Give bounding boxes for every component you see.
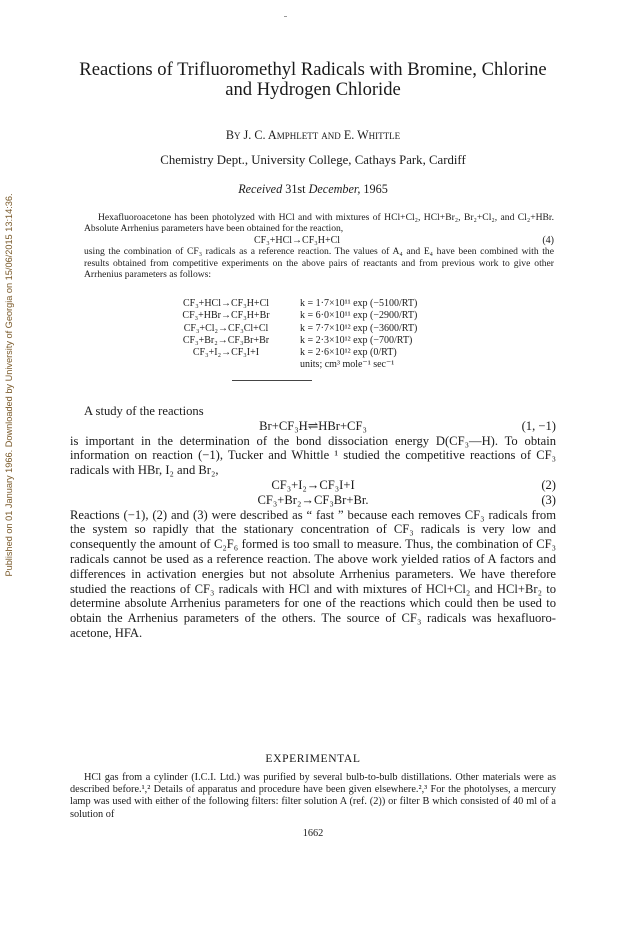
rate-reaction: CF₃+Cl₂→CF₃Cl+Cl	[183, 322, 269, 334]
equation-spacer	[70, 478, 120, 493]
rate-reaction: CF₃+Br₂→CF₃Br+Br	[182, 334, 270, 346]
equation-4-number: (4)	[542, 234, 554, 246]
rate-row	[156, 347, 486, 359]
equation-3-number: (3)	[541, 492, 556, 507]
title-line-1: Reactions of Trifluoromethyl Radicals with Bromine, Chlorine	[79, 59, 547, 80]
affiliation: Chemistry Dept., University College, Cathays Park, Cardiff	[160, 153, 466, 167]
received-date	[70, 182, 556, 197]
scan-speck	[284, 16, 287, 17]
page-number: 1662	[302, 828, 324, 839]
intro-paragraph-1: is important in the determination of the bond dissociation energy D(CF₃—H). To obtain information on reaction (−1), Tucker and Whittle ¹ studied the competitive reactions of CF₃ radicals with HBr, I₂ and Br₂,	[70, 433, 556, 478]
rate-constant: k = 2·6×10¹² exp (0/RT)	[300, 347, 397, 359]
equation-3-text: CF₃+Br₂→CF₃Br+Br.	[257, 492, 369, 507]
author-whittle: E. Whittle	[343, 128, 401, 142]
rate-constant: k = 6·0×10¹¹ exp (−2900/RT)	[300, 310, 418, 322]
download-watermark	[2, 170, 16, 600]
rate-constant: k = 2·3×10¹² exp (−700/RT)	[300, 334, 413, 346]
equation-1	[70, 419, 556, 434]
equation-1-text: Br+CF₃H⇌HBr+CF₃	[259, 418, 367, 433]
rate-constant: k = 7·7×10¹² exp (−3600/RT)	[300, 322, 418, 334]
introduction	[70, 404, 556, 641]
intro-paragraph-2: Reactions (−1), (2) and (3) were described as “ fast ” because each removes CF₃ radicals from the system so rapidly that the stationary concentration of CF₃ radicals is very low and consequently the amount of C₂F₆ formed is too small to measure. Thus, the combination of CF₃ radicals cannot be used as a reference reaction. The above work yielded ratios of A factors and differences in activation energies but not absolute Arrhenius parameters. We have therefore studied the reactions of CF₃ radicals with HCl and with mixtures of HCl+Cl₂ and HCl+Br₂ to determine absolute Arrhenius parameters for one of the reactions which could then be used to obtain the Arrhenius parameters of the others. The source of CF₃ radicals was hexafluoro-acetone, HFA.	[70, 507, 556, 640]
rate-reaction: CF₃+I₂→CF₃I+I	[192, 347, 260, 359]
received-day: 31st	[285, 182, 306, 196]
received-year: 1965	[363, 182, 388, 196]
author-amphlett: J. C. Amphlett	[243, 128, 319, 142]
equation-2	[70, 478, 556, 493]
equation-2-text: CF₃+I₂→CF₃I+I	[271, 477, 355, 492]
rate-reaction: CF₃+HBr→CF₃H+Br	[182, 310, 270, 322]
received-label: Received	[238, 182, 283, 196]
abstract-paragraph-2: using the combination of CF₃ radicals as a reference reaction. The values of A₄ and E₄ have been combined with the results obtained from competitive experiments on the above pairs of reactants and from previous work to give other Arrhenius parameters as follows:	[84, 246, 554, 281]
abstract-divider	[232, 380, 312, 381]
section-heading-experimental: EXPERIMENTAL	[265, 752, 361, 765]
equation-spacer	[70, 493, 120, 508]
rate-row	[156, 323, 486, 335]
equation-1-number: (1, −1)	[521, 418, 556, 433]
equation-spacer	[70, 419, 120, 434]
title-line-2: and Hydrogen Chloride	[225, 79, 401, 100]
article-title	[70, 60, 556, 100]
rate-units: units; cm³ mole⁻¹ sec⁻¹	[300, 359, 395, 371]
equation-4: CF₃+HCl→CF₃H+Cl	[254, 234, 341, 246]
rate-row	[156, 310, 486, 322]
rate-constants-table	[156, 298, 486, 372]
author-line	[70, 128, 556, 143]
and-label: and	[321, 128, 341, 142]
watermark-text: Published on 01 January 1966. Downloaded by University of Georgia on 15/06/2015 13:14:36.	[4, 193, 14, 577]
abstract-paragraph-1: Hexafluoroacetone has been photolyzed with HCl and with mixtures of HCl+Cl₂, HCl+Br₂, Br₂+Cl₂, and Cl₂+HBr. Absolute Arrhenius parameters have been obtained for the reaction,	[84, 212, 554, 235]
rate-row	[156, 335, 486, 347]
rate-constant: k = 1·7×10¹¹ exp (−5100/RT)	[300, 298, 418, 309]
equation-3	[70, 493, 556, 508]
experimental-section	[70, 772, 556, 821]
rate-reaction: CF₃+HCl→CF₃H+Cl	[182, 298, 270, 309]
received-month: December,	[308, 182, 361, 196]
abstract	[84, 212, 554, 280]
rate-row	[156, 298, 486, 310]
by-label: By	[225, 128, 241, 142]
experimental-paragraph-1: HCl gas from a cylinder (I.C.I. Ltd.) was purified by several bulb-to-bulb distillations. Other materials were as described before.¹,² Details of apparatus and procedure have been given elsewhere.²,³ For the photolyses, a mercury lamp was used with either of the following filters: filter solution A (ref. (2)) or filter B which consisted of 40 ml of a solution of	[70, 772, 556, 820]
equation-2-number: (2)	[541, 477, 556, 492]
abstract-equation	[84, 235, 554, 246]
intro-lead: A study of the reactions	[84, 404, 204, 418]
